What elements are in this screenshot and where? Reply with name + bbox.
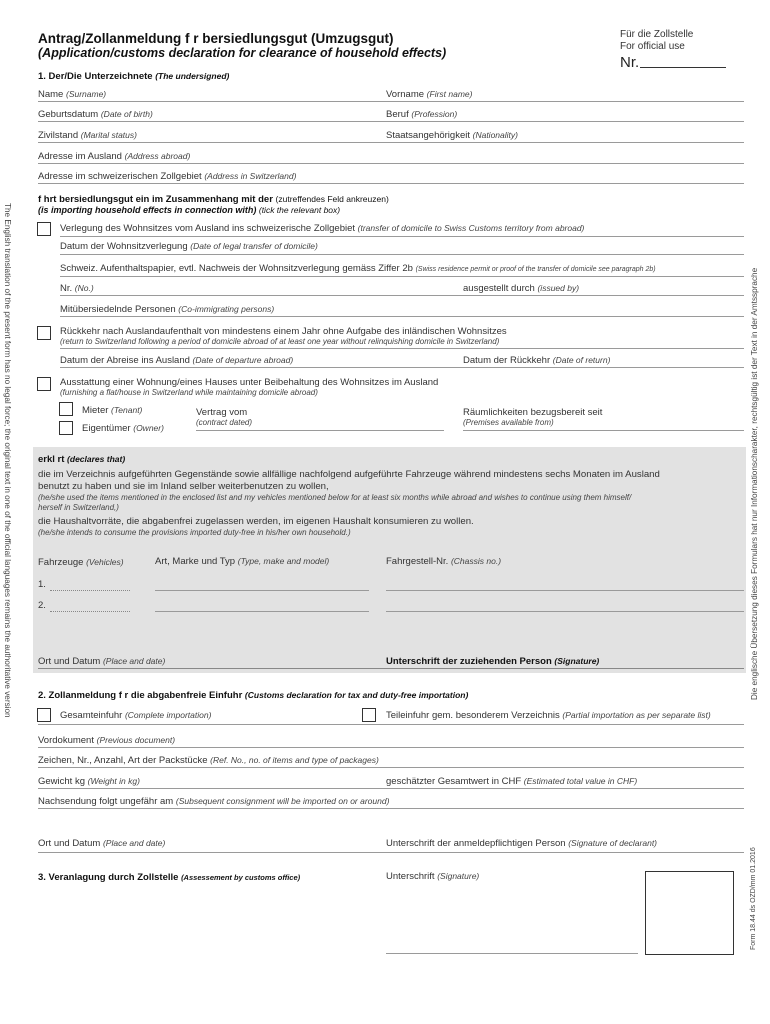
complete-import-label: Gesamteinfuhr (Complete importation) [60, 710, 212, 721]
official-use-label-en: For official use [620, 41, 685, 52]
tenant-checkbox[interactable] [59, 402, 73, 416]
co-immigrating-field[interactable] [60, 316, 744, 317]
official-use-label-de: Für die Zollstelle [620, 29, 694, 40]
birth-date-field[interactable] [38, 121, 744, 122]
vehicle-row-2-label: 2. [38, 600, 46, 611]
vehicle-1-make-field[interactable] [155, 590, 369, 591]
declaration-text-1-en-a: (he/she used the items mentioned in the enclosed list and my vehicles mentioned below for at least six months while abroad and wishes to continue using them himself/ [38, 493, 632, 502]
contract-label: Vertrag vom [196, 407, 248, 418]
transfer-domicile-label: Verlegung des Wohnsitzes vom Ausland ins schweizerische Zollgebiet (transfer of domicile to Swiss Customs territory from abroad) [60, 223, 585, 234]
name-field[interactable] [38, 101, 744, 102]
nationality-label: Staatsangehörigkeit (Nationality) [386, 130, 518, 141]
declarant-signature-label: Unterschrift der anmeldepflichtigen Person (Signature of declarant) [386, 838, 658, 849]
subsequent-consignment-label: Nachsendung folgt ungefähr am (Subsequent consignment will be imported on or around) [38, 796, 390, 807]
chassis-label: Fahrgestell-Nr. (Chassis no.) [386, 556, 502, 567]
permit-number-label: Nr. (No.) [60, 283, 94, 294]
left-legal-notice: The English translation of the present form has no legal force; the original text in one of the official languages remains the authoritative version [3, 203, 12, 718]
furnishing-label-en: (furnishing a flat/house in Switzerland while maintaining domicile abroad) [60, 388, 318, 397]
packages-field[interactable] [38, 767, 744, 768]
declarant-place-date-label: Ort und Datum (Place and date) [38, 838, 166, 849]
partial-import-label: Teileinfuhr gem. besonderem Verzeichnis (Partial importation as per separate list) [386, 710, 711, 721]
premises-label: Räumlichkeiten bezugsbereit seit [463, 407, 603, 418]
declaration-place-date-label: Ort und Datum (Place and date) [38, 656, 166, 667]
residence-permit-label: Schweiz. Aufenthaltspapier, evtl. Nachweis der Wohnsitzverlegung gemäss Ziffer 2b (Swiss residence permit or proof of the transfer of domicile see paragraph 2b) [60, 263, 656, 274]
vehicle-2-chassis-field[interactable] [386, 611, 744, 612]
declaration-text-1b: benutzt zu haben und sie im Inland selber weiterbenutzen zu wollen, [38, 481, 329, 492]
total-value-label: geschätzter Gesamtwert in CHF (Estimated total value in CHF) [386, 776, 638, 787]
address-abroad-label: Adresse im Ausland (Address abroad) [38, 151, 191, 162]
residence-permit-field[interactable] [60, 276, 744, 277]
co-immigrating-label: Mitübersiedelnde Personen (Co-immigrating persons) [60, 304, 275, 315]
transfer-date-label: Datum der Wohnsitzverlegung (Date of legal transfer of domicile) [60, 241, 318, 252]
birth-date-label: Geburtsdatum (Date of birth) [38, 109, 153, 120]
permit-number-field[interactable] [60, 295, 744, 296]
return-date-label: Datum der Rückkehr (Date of return) [463, 355, 611, 366]
profession-label: Beruf (Profession) [386, 109, 458, 120]
premises-date-field[interactable] [463, 430, 744, 431]
right-legal-notice: Die englische Übersetzung dieses Formulars hat nur Informationscharakter, rechtsgültig ist der Text in der Amtssprache [750, 267, 759, 700]
return-checkbox[interactable] [37, 326, 51, 340]
declaration-text-2: die Haushaltvorräte, die abgabenfrei zugelassen werden, im eigenen Haushalt konsumieren zu wollen. [38, 516, 474, 527]
transfer-date-field[interactable] [60, 254, 744, 255]
section-2-heading: 2. Zollanmeldung f r die abgabenfreie Einfuhr (Customs declaration for tax and duty-free importation) [38, 690, 469, 701]
declaration-text-1-en-b: herself in Switzerland,) [38, 503, 119, 512]
customs-stamp-box[interactable] [645, 871, 734, 955]
declares-heading: erkl rt (declares that) [38, 454, 126, 465]
departure-date-label: Datum der Abreise ins Ausland (Date of departure abroad) [60, 355, 294, 366]
import-heading: f hrt bersiedlungsgut ein im Zusammenhang mit der (zutreffendes Feld ankreuzen) [38, 194, 389, 205]
vehicle-row-1-label: 1. [38, 579, 46, 590]
weight-label: Gewicht kg (Weight in kg) [38, 776, 140, 787]
owner-checkbox[interactable] [59, 421, 73, 435]
declaration-text-2-en: (he/she intends to consume the provisions imported duty-free in his/her own household.) [38, 528, 351, 537]
section-3-heading: 3. Veranlagung durch Zollstelle (Assessement by customs office) [38, 872, 301, 883]
official-nr-field[interactable] [640, 67, 726, 68]
customs-signature-label: Unterschrift (Signature) [386, 871, 480, 882]
vehicles-label: Fahrzeuge (Vehicles) [38, 557, 124, 568]
address-switzerland-label: Adresse im schweizerischen Zollgebiet (Address in Switzerland) [38, 171, 297, 182]
owner-label: Eigentümer (Owner) [82, 423, 164, 434]
import-heading-en: (is importing household effects in connection with) (tick the relevant box) [38, 205, 341, 215]
furnishing-label: Ausstattung einer Wohnung/eines Hauses unter Beibehaltung des Wohnsitzes im Ausland [60, 377, 439, 388]
section-1-heading: 1. Der/Die Unterzeichnete (The undersigned) [38, 71, 230, 82]
marital-status-label: Zivilstand (Marital status) [38, 130, 137, 141]
weight-field[interactable] [38, 788, 744, 789]
customs-signature-field[interactable] [386, 953, 638, 954]
form-title-en: (Application/customs declaration for clearance of household effects) [38, 46, 447, 60]
declaration-signature-field[interactable] [38, 668, 744, 669]
previous-document-field[interactable] [38, 747, 744, 748]
partial-import-checkbox[interactable] [362, 708, 376, 722]
name-label: Name (Surname) [38, 89, 107, 100]
first-name-label: Vorname (First name) [386, 89, 473, 100]
return-label: Rückkehr nach Auslandaufenthalt von mindestens einem Jahr ohne Aufgabe des inländischen Wohnsitzes [60, 326, 507, 337]
contract-label-en: (contract dated) [196, 418, 253, 427]
contract-date-field[interactable] [196, 430, 444, 431]
previous-document-label: Vordokument (Previous document) [38, 735, 176, 746]
address-switzerland-field[interactable] [38, 183, 744, 184]
departure-date-field[interactable] [60, 367, 744, 368]
form-title-de: Antrag/Zollanmeldung f r bersiedlungsgut (Umzugsgut) [38, 31, 394, 46]
mover-signature-label: Unterschrift der zuziehenden Person (Signature) [386, 656, 600, 667]
vehicle-make-label: Art, Marke und Typ (Type, make and model) [155, 556, 330, 567]
return-label-en: (return to Switzerland following a period of domicile abroad of at least one year without relinquishing domicile in Switzerland) [60, 337, 500, 346]
official-nr-label: Nr. [620, 54, 640, 71]
subsequent-consignment-field[interactable] [38, 808, 744, 809]
packages-label: Zeichen, Nr., Anzahl, Art der Packstücke (Ref. No., no. of items and type of packages) [38, 755, 379, 766]
declarant-signature-field[interactable] [38, 852, 744, 853]
transfer-domicile-checkbox[interactable] [37, 222, 51, 236]
vehicle-1-chassis-field[interactable] [386, 590, 744, 591]
marital-status-field[interactable] [38, 142, 744, 143]
declaration-text-1a: die im Verzeichnis aufgeführten Gegenstände sowie allfällige nachfolgend aufgeführte Fahrzeuge während mindestens sechs Monaten im Ausland [38, 469, 660, 480]
tenant-label: Mieter (Tenant) [82, 405, 143, 416]
furnishing-checkbox[interactable] [37, 377, 51, 391]
complete-import-checkbox[interactable] [37, 708, 51, 722]
form-number: Form 18.44 ds OZD/mm 01.2016 [750, 847, 757, 950]
vehicle-2-make-field[interactable] [155, 611, 369, 612]
address-abroad-field[interactable] [38, 163, 744, 164]
premises-label-en: (Premises available from) [463, 418, 554, 427]
issued-by-label: ausgestellt durch (issued by) [463, 283, 580, 294]
